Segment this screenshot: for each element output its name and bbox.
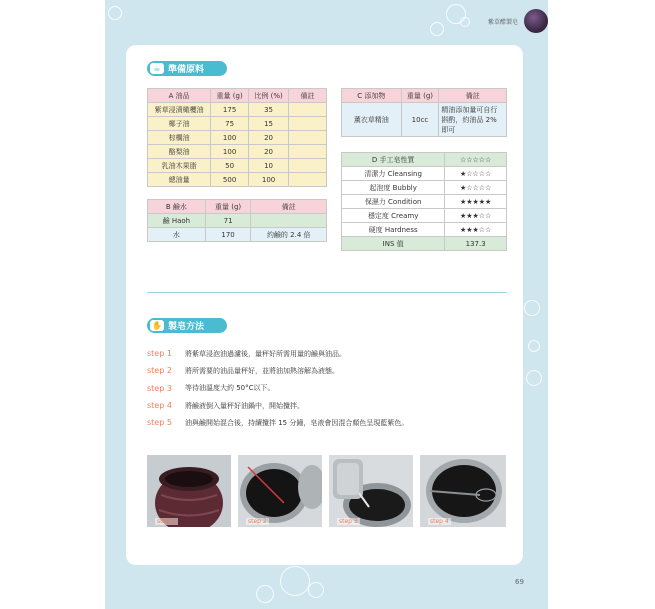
step-text: 將所需要的油品量秤好，並將油加熱溶解為液態。 [185,366,339,375]
oils-table [147,88,327,187]
oil-weight: 100 [211,145,249,159]
table-row [148,214,327,228]
oil-note [289,117,327,131]
oil-note [289,131,327,145]
traits-header: ☆☆☆☆☆ [445,153,507,167]
additives-header: 備註 [439,89,507,103]
oil-ratio: 20 [249,131,289,145]
lye-header: 重量 (g) [205,200,251,214]
oil-name: 酪梨油 [148,145,211,159]
chapter-title: 紫草醋製皂 [488,19,519,26]
step-photo [147,455,231,527]
bubble-decoration [460,17,470,27]
steps-list [147,345,408,431]
step-text: 將紫草浸泡油過濾後，量秤好所需用量的鹼與油品。 [185,349,346,358]
lye-name: 水 [148,228,206,242]
oil-ratio: 10 [249,159,289,173]
oil-note [289,145,327,159]
table-row [342,167,507,181]
trait-name: 硬度 Hardness [342,223,445,237]
total-weight: 500 [211,173,249,187]
trait-name: 穩定度 Creamy [342,209,445,223]
trait-name: 起泡度 Bubbly [342,181,445,195]
bubble-decoration [524,300,540,316]
total-ratio: 100 [249,173,289,187]
lye-header: B 鹼水 [148,200,206,214]
page-number: 69 [515,578,524,586]
traits-table [341,152,507,251]
lye-note [251,214,327,228]
list-item [147,414,408,431]
oils-total-row [148,173,327,187]
bubble-decoration [108,6,122,20]
traits-header: D 手工皂性質 [342,153,445,167]
ins-value: 137.3 [445,237,507,251]
oil-name: 紫草浸漬橄欖油 [148,103,211,117]
additives-header: 重量 (g) [401,89,439,103]
list-item [147,362,408,379]
step-label: step 2 [147,366,172,376]
trait-rating: ★★★☆☆ [445,209,507,223]
lye-header: 備註 [251,200,327,214]
bubble-decoration [430,22,444,36]
oil-ratio: 35 [249,103,289,117]
table-row [148,145,327,159]
step-photo [420,455,506,527]
soap-thumbnail [524,9,548,33]
table-row [148,103,327,117]
cup-icon: ☕ [150,63,164,74]
step-photo [238,455,322,527]
section-method [147,318,227,333]
additive-name: 薰衣草精油 [342,103,402,137]
oil-name: 椰子油 [148,117,211,131]
lye-table [147,199,327,242]
total-label: 總油量 [148,173,211,187]
oil-ratio: 15 [249,117,289,131]
oil-note [289,103,327,117]
ins-label: INS 值 [342,237,445,251]
photo-label: step 2 [248,518,267,525]
step-label: step 1 [147,349,172,359]
list-item [147,345,408,362]
step-text: 油與鹼開始混合後，持續攪拌 15 分鐘，皂液會因混合顏色呈現藍紫色。 [185,418,409,427]
section-ingredients [147,61,227,76]
step-label: step 3 [147,383,172,393]
trait-name: 清潔力 Cleansing [342,167,445,181]
oil-weight: 50 [211,159,249,173]
pouring-lye-image [329,455,413,527]
bubble-decoration [308,582,324,598]
oil-pot-with-thermometer-image [238,455,322,527]
oils-header: 比例 (%) [249,89,289,103]
bubble-decoration [280,566,310,596]
total-note [289,173,327,187]
photo-label: step 1 [157,518,176,525]
trait-rating: ★☆☆☆☆ [445,167,507,181]
jar-with-oil-image [147,455,231,527]
step-label: step 4 [147,401,172,411]
lye-note: 約鹼的 2.4 倍 [251,228,327,242]
bubble-decoration [528,340,540,352]
table-row [342,209,507,223]
additive-note: 精油添加量可自行斟酌，約油品 2% 即可 [439,103,507,137]
table-row [148,131,327,145]
table-row [342,103,507,137]
whisking-soap-image [420,455,506,527]
step-text: 等待油溫度大約 50°C以下。 [185,384,275,393]
trait-rating: ★★★☆☆ [445,223,507,237]
lye-header-row [148,200,327,214]
traits-header-row [342,153,507,167]
bubble-decoration [526,370,542,386]
bubble-decoration [256,585,274,603]
oil-weight: 175 [211,103,249,117]
oil-ratio: 20 [249,145,289,159]
section-ingredients-title: 準備原料 [168,65,205,75]
additive-weight: 10cc [401,103,439,137]
additives-table [341,88,507,137]
section-method-title: 製皂方法 [168,322,205,332]
lye-name: 鹼 Haoh [148,214,206,228]
oils-header: 重量 (g) [211,89,249,103]
oil-weight: 100 [211,131,249,145]
trait-rating: ★★★★★ [445,195,507,209]
table-row [342,223,507,237]
table-row [342,181,507,195]
oils-header: 備註 [289,89,327,103]
lye-weight: 71 [205,214,251,228]
photo-label: step 4 [430,518,449,525]
oil-name: 棕櫚油 [148,131,211,145]
oil-weight: 75 [211,117,249,131]
table-row [148,228,327,242]
list-item [147,397,408,414]
oil-name: 乳油木果脂 [148,159,211,173]
additives-header-row [342,89,507,103]
table-row [148,117,327,131]
table-row [342,195,507,209]
table-row [148,159,327,173]
hand-soap-icon: ✋ [150,320,164,331]
section-divider [147,292,507,293]
additives-header: C 添加物 [342,89,402,103]
lye-weight: 170 [205,228,251,242]
trait-rating: ★☆☆☆☆ [445,181,507,195]
oils-header: A 油品 [148,89,211,103]
step-label: step 5 [147,418,172,428]
step-text: 將鹼液倒入量秤好油鍋中，開始攪拌。 [185,401,304,410]
trait-name: 保濕力 Condition [342,195,445,209]
oils-header-row [148,89,327,103]
oil-note [289,159,327,173]
step-photo [329,455,413,527]
list-item [147,380,408,397]
ins-row [342,237,507,251]
photo-label: step 3 [339,518,358,525]
